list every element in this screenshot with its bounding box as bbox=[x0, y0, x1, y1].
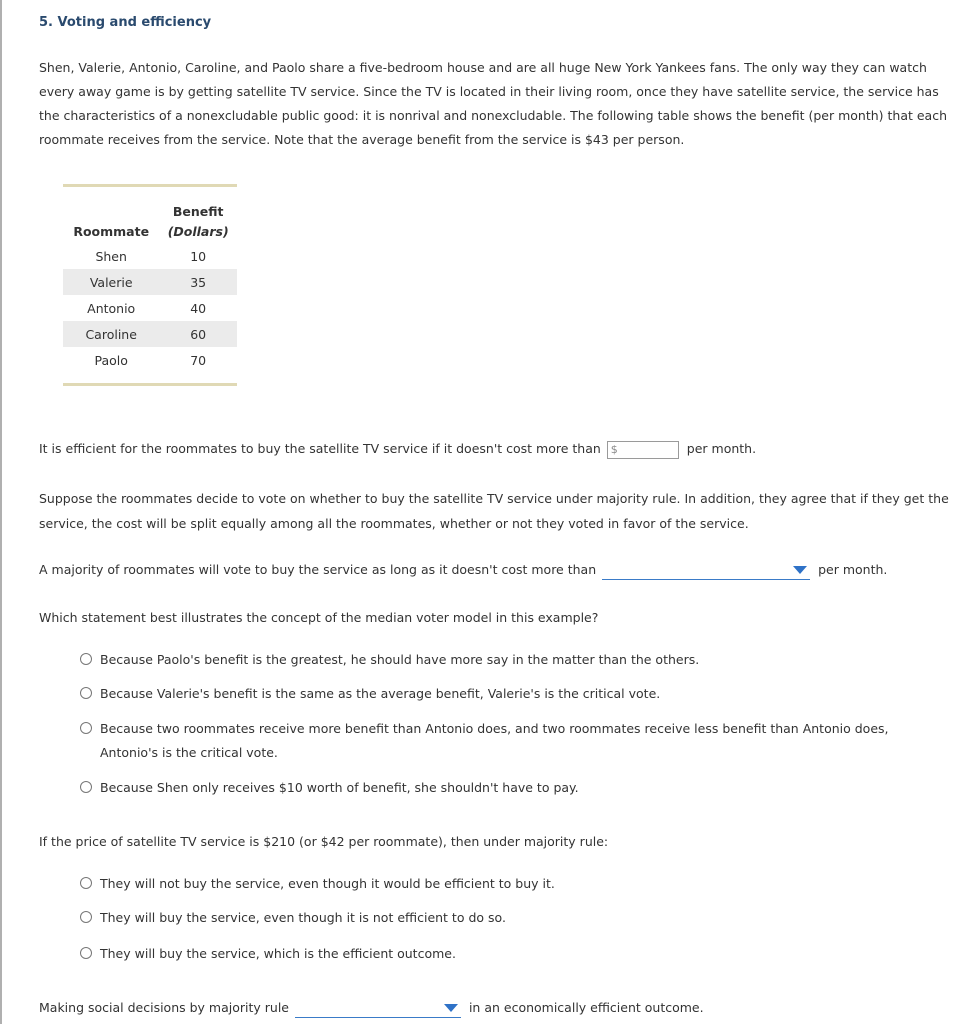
median-option[interactable] bbox=[80, 648, 940, 672]
table-row bbox=[63, 243, 237, 269]
median-option[interactable] bbox=[80, 776, 940, 800]
intro-paragraph: Shen, Valerie, Antonio, Caroline, and Paolo share a five-bedroom house and are all huge New York Yankees fans. The only way they can watch every away game is by getting satellite TV service. Since the TV is located in their living room, once they have satellite service, the service has the characteristics of a nonexcludable public good: it is nonrival and nonexcludable. The following table shows the benefit (per month) that each roommate receives from the service. Note that the average benefit from the service is $43 per person. bbox=[39, 60, 948, 147]
radio-button[interactable] bbox=[80, 947, 92, 959]
radio-button[interactable] bbox=[80, 687, 92, 699]
dollars-header: (Dollars) bbox=[167, 223, 229, 239]
roommate-header: Roommate bbox=[73, 223, 150, 239]
table-row bbox=[63, 295, 237, 321]
chevron-down-icon bbox=[444, 1004, 458, 1012]
majority-cost-dropdown[interactable] bbox=[602, 561, 810, 580]
chevron-down-icon bbox=[793, 566, 807, 574]
median-option[interactable] bbox=[80, 717, 940, 765]
option-label: They will not buy the service, even though it would be efficient to buy it. bbox=[100, 876, 555, 891]
table-bottom-rule bbox=[63, 383, 237, 386]
roommate-benefit: 10 bbox=[190, 248, 207, 264]
radio-button[interactable] bbox=[80, 781, 92, 793]
efficient-cost-input[interactable]: $ bbox=[607, 441, 679, 459]
price-option[interactable] bbox=[80, 872, 940, 896]
option-label: They will buy the service, which is the efficient outcome. bbox=[100, 946, 456, 961]
benefit-table-wrap bbox=[63, 184, 237, 386]
option-label: Because Paolo's benefit is the greatest, he should have more say in the matter than the others. bbox=[100, 652, 700, 667]
left-border bbox=[0, 0, 2, 1024]
voting-setup-paragraph: Suppose the roommates decide to vote on whether to buy the satellite TV service under majority rule. In addition, they agree that if they get the service, the cost will be split equally among all the roommates, whether or not they voted in favor of the service. bbox=[39, 491, 949, 531]
median-voter-question: Which statement best illustrates the concept of the median voter model in this example? bbox=[39, 610, 599, 625]
problem-title: 5. Voting and efficiency bbox=[39, 15, 212, 30]
roommate-name: Antonio bbox=[87, 300, 136, 316]
benefit-header: Benefit bbox=[172, 204, 224, 219]
benefit-table bbox=[63, 197, 237, 373]
option-label: Because Shen only receives $10 worth of benefit, she shouldn't have to pay. bbox=[100, 780, 579, 795]
option-label: They will buy the service, even though it is not efficient to do so. bbox=[100, 910, 506, 925]
radio-button[interactable] bbox=[80, 911, 92, 923]
roommate-benefit: 35 bbox=[159, 269, 237, 295]
majority-rule-statement bbox=[39, 998, 704, 1018]
radio-button[interactable] bbox=[80, 722, 92, 734]
q3-suffix: per month. bbox=[818, 562, 888, 577]
roommate-benefit: 70 bbox=[190, 352, 207, 368]
q6-suffix: in an economically efficient outcome. bbox=[468, 1000, 704, 1015]
radio-button[interactable] bbox=[80, 877, 92, 889]
q3-text: A majority of roommates will vote to buy the service as long as it doesn't cost more than bbox=[39, 562, 597, 577]
q1-text: It is efficient for the roommates to buy the satellite TV service if it doesn't cost more than bbox=[39, 441, 601, 456]
table-row bbox=[63, 269, 237, 295]
q6-text: Making social decisions by majority rule bbox=[39, 1000, 289, 1015]
roommate-name: Paolo bbox=[94, 352, 128, 368]
roommate-name: Shen bbox=[95, 248, 127, 264]
option-label: Because two roommates receive more benefit than Antonio does, and two roommates receive less benefit than Antonio does, Antonio's is the critical vote. bbox=[100, 721, 889, 760]
radio-button[interactable] bbox=[80, 653, 92, 665]
roommate-name: Caroline bbox=[63, 321, 159, 347]
roommate-benefit: 40 bbox=[190, 300, 207, 316]
price-option[interactable] bbox=[80, 906, 940, 930]
price-option[interactable] bbox=[80, 942, 940, 966]
efficiency-question bbox=[39, 439, 756, 459]
roommate-name: Valerie bbox=[63, 269, 159, 295]
median-option[interactable] bbox=[80, 682, 940, 706]
majority-rule-dropdown[interactable] bbox=[295, 999, 461, 1018]
table-row bbox=[63, 347, 237, 373]
q1-suffix: per month. bbox=[686, 441, 757, 456]
table-top-rule bbox=[63, 184, 237, 187]
option-label: Because Valerie's benefit is the same as the average benefit, Valerie's is the critical vote. bbox=[100, 686, 661, 701]
roommate-benefit: 60 bbox=[159, 321, 237, 347]
price-question: If the price of satellite TV service is $210 (or $42 per roommate), then under majority rule: bbox=[39, 834, 609, 849]
table-row bbox=[63, 321, 237, 347]
majority-question bbox=[39, 560, 887, 580]
